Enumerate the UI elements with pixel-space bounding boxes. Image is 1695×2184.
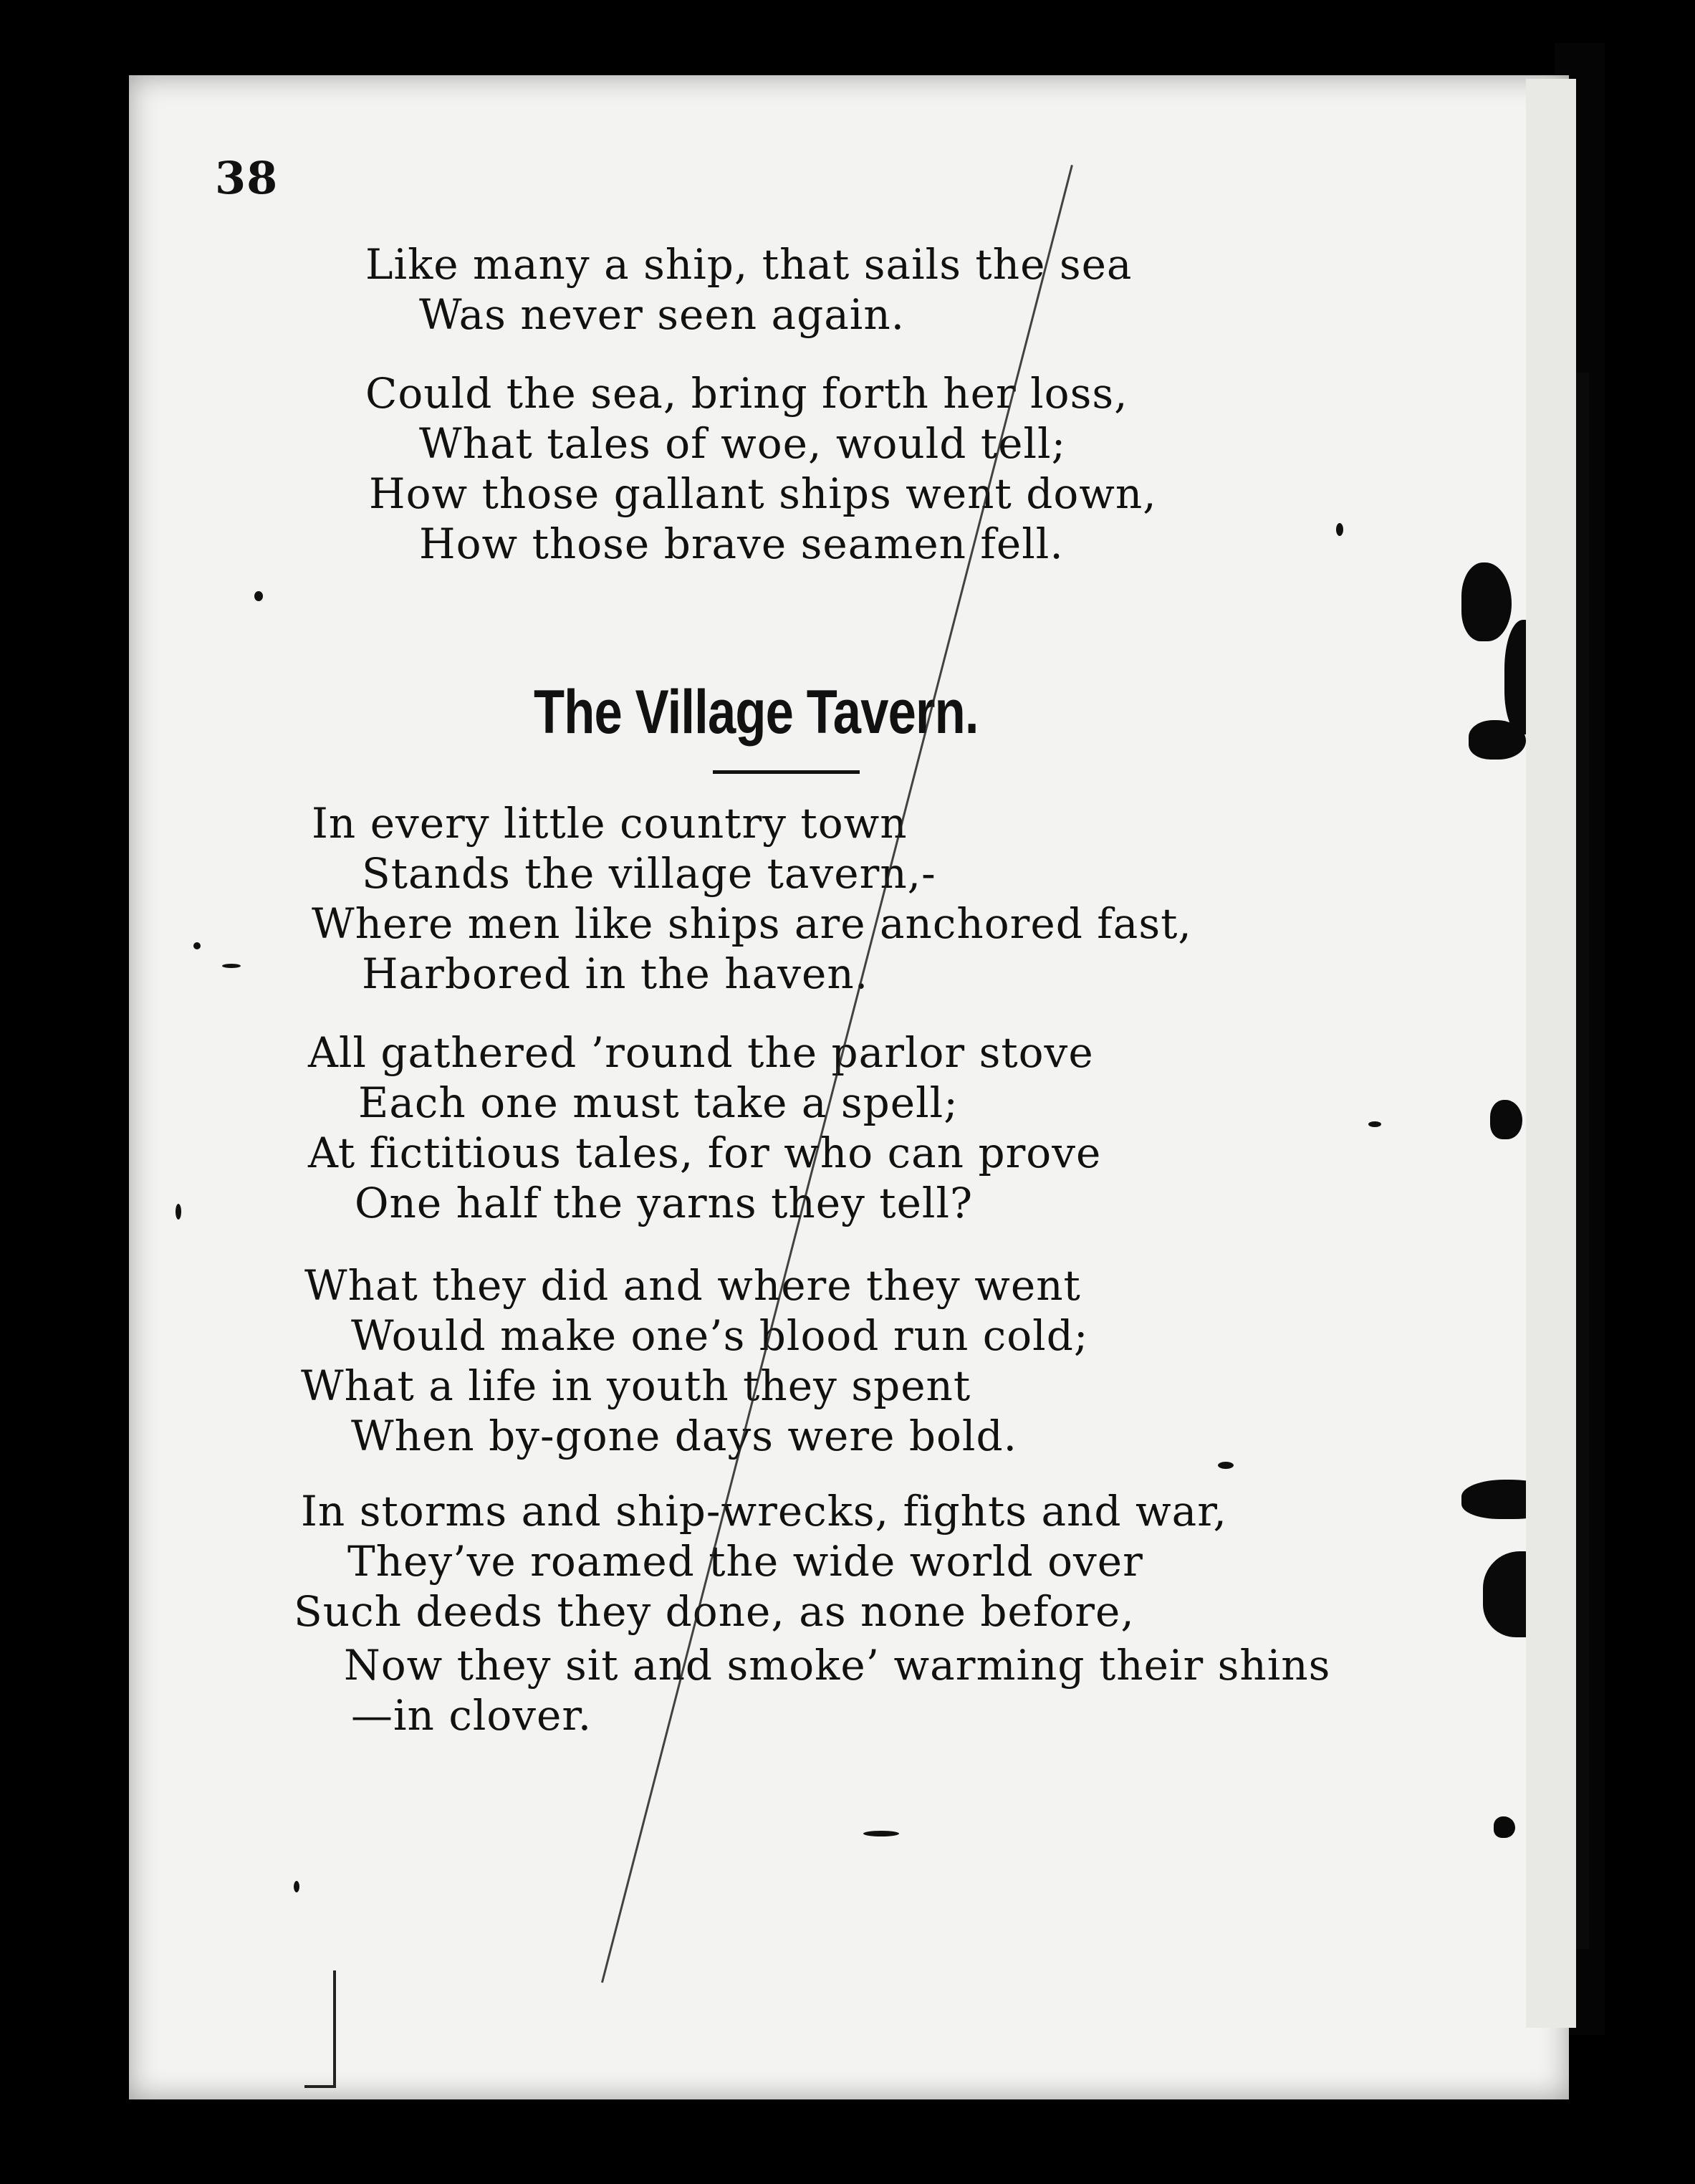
poem-line: Harbored in the haven.: [362, 949, 869, 998]
ink-blot: [1490, 1100, 1522, 1139]
poem-line: Like many a ship, that sails the sea: [365, 240, 1133, 289]
poem-line: Such deeds they done, as none before,: [294, 1587, 1135, 1636]
page-number: 38: [215, 152, 279, 204]
scan-speck: [1336, 523, 1343, 536]
poem-line: What tales of woe, would tell;: [419, 419, 1067, 468]
scan-speck: [222, 964, 241, 968]
scan-speck: [176, 1204, 181, 1220]
poem-line: At fictitious tales, for who can prove: [308, 1129, 1102, 1177]
poem-line: They’ve roamed the wide world over: [347, 1537, 1143, 1586]
poem-line: What a life in youth they spent: [301, 1361, 971, 1410]
poem-line: How those brave seamen fell.: [419, 519, 1064, 568]
ink-blot: [1469, 720, 1526, 760]
poem-line: In every little country town: [312, 799, 908, 848]
scan-speck: [254, 591, 263, 601]
scan-speck: [863, 1831, 899, 1836]
poem-line: What they did and where they went: [304, 1261, 1081, 1310]
poem-line: One half the yarns they tell?: [355, 1179, 974, 1227]
scan-speck: [1368, 1121, 1381, 1127]
poem-line: In storms and ship-wrecks, fights and war,: [301, 1487, 1227, 1536]
poem-line: —in clover.: [351, 1691, 592, 1740]
poem-line: Each one must take a spell;: [358, 1078, 959, 1127]
poem-line: Now they sit and smoke’ warming their shins: [344, 1641, 1331, 1690]
poem-line: When by-gone days were bold.: [351, 1412, 1018, 1460]
title-underline: [713, 770, 860, 774]
ink-blot: [1494, 1816, 1515, 1838]
poem-line: Was never seen again.: [419, 290, 906, 339]
page-edge: [1526, 79, 1576, 2028]
margin-mark: [304, 1970, 336, 2088]
poem-title: The Village Tavern.: [534, 678, 979, 747]
ink-blot: [1461, 562, 1512, 641]
poem-line: How those gallant ships went down,: [369, 469, 1157, 518]
poem-line: Would make one’s blood run cold;: [351, 1311, 1089, 1360]
scan-speck: [1218, 1462, 1234, 1469]
scan-speck: [193, 942, 201, 949]
poem-line: All gathered ’round the parlor stove: [308, 1028, 1094, 1077]
poem-line: Could the sea, bring forth her loss,: [365, 369, 1128, 418]
scan-speck: [294, 1881, 299, 1892]
poem-line: Stands the village tavern,-: [362, 849, 936, 898]
poem-line: Where men like ships are anchored fast,: [312, 899, 1192, 948]
page-fold-line: [1576, 373, 1589, 1949]
